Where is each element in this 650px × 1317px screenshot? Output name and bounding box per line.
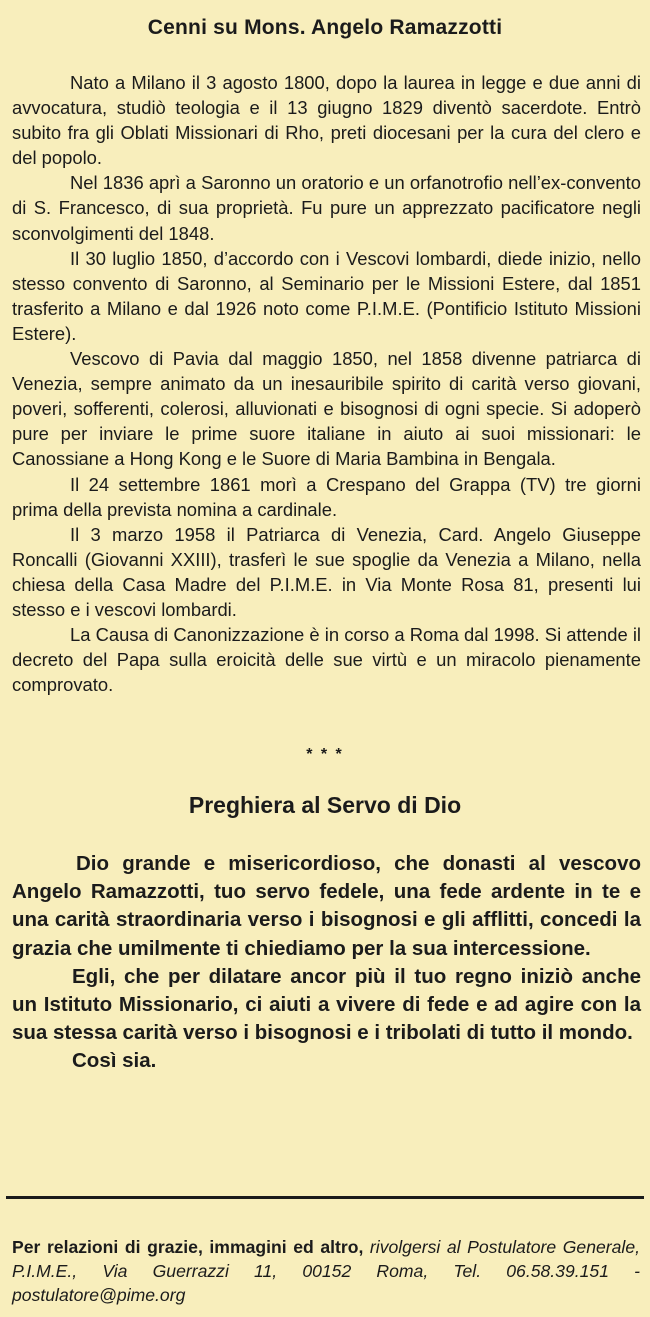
- prayer-title: Preghiera al Servo di Dio: [188, 792, 462, 818]
- footer-contact: rivolgersi al Postulatore Generale, P.I.M.E., Via Guerrazzi 11, 00152 Roma, Tel. 06.58.39.151 - postulatore@pime.org: [12, 1237, 640, 1305]
- biography-paragraph: Il 3 marzo 1958 il Patriarca di Venezia, Card. Angelo Giuseppe Roncalli (Giovanni XXIII), trasferì le sue spoglie da Venezia a Milano, nella chiesa della Casa Madre del P.I.M.E. in Via Monte Rosa 81, presenti lui stesso e i vescovi lombardi.: [12, 523, 641, 620]
- prayer-closing: Così sia.: [72, 1049, 157, 1073]
- biography-paragraph: Nel 1836 aprì a Saronno un oratorio e un orfanotrofio nell’ex-convento di S. Francesco, di sua proprietà. Fu pure un apprezzato pacificatore negli sconvolgimenti del 1848.: [12, 172, 641, 244]
- prayer-paragraph: Dio grande e misericordioso, che donasti al vescovo Angelo Ramazzotti, tuo servo fedele, una fede ardente in te e una carità straordinaria verso i bisognosi e gli afflitti, concedi la grazia che umilmente ti chiediamo per la sua intercessione.: [12, 852, 641, 960]
- biography-text: [12, 70, 641, 697]
- biography-paragraph: La Causa di Canonizzazione è in corso a Roma dal 1998. Si attende il decreto del Papa sulla eroicità delle sue virtù e un miracolo pienamente comprovato.: [12, 624, 641, 696]
- section-separator: * * *: [306, 746, 344, 763]
- biography-paragraph: Il 30 luglio 1850, d’accordo con i Vescovi lombardi, diede inizio, nello stesso convento di Saronno, al Seminario per le Missioni Estere, dal 1851 trasferito a Milano e dal 1926 noto come P.I.M.E. (Pontificio Istituto Missioni Estere).: [12, 247, 641, 344]
- contact-footer: [12, 1235, 640, 1307]
- biography-paragraph: Il 24 settembre 1861 morì a Crespano del Grappa (TV) tre giorni prima della prevista nomina a cardinale.: [12, 473, 641, 520]
- footer-lead: Per relazioni di grazie, immagini ed altro,: [12, 1237, 364, 1257]
- horizontal-divider: [6, 1196, 644, 1199]
- biography-title: Cenni su Mons. Angelo Ramazzotti: [147, 16, 503, 39]
- biography-paragraph: Vescovo di Pavia dal maggio 1850, nel 1858 divenne patriarca di Venezia, sempre animato da un inesauribile spirito di carità verso giovani, poveri, sofferenti, colerosi, alluvionati e bisognosi di ogni specie. Si adoperò pure per inviare le prime suore italiane in aiuto ai suoi missionari: le Canossiane a Hong Kong e le Suore di Maria Bambina in Bengala.: [12, 348, 641, 470]
- prayer-text: [12, 850, 641, 1076]
- biography-paragraph: Nato a Milano il 3 agosto 1800, dopo la laurea in legge e due anni di avvocatura, studiò teologia e il 13 giugno 1829 diventò sacerdote. Entrò subito fra gli Oblati Missionari di Rho, preti diocesani per la cura del clero e del popolo.: [12, 72, 641, 169]
- prayer-paragraph: Egli, che per dilatare ancor più il tuo regno iniziò anche un Istituto Missionario, ci aiuti a vivere di fede e ad agire con la sua stessa carità verso i bisognosi e i tribolati di tutto il mondo.: [12, 964, 641, 1045]
